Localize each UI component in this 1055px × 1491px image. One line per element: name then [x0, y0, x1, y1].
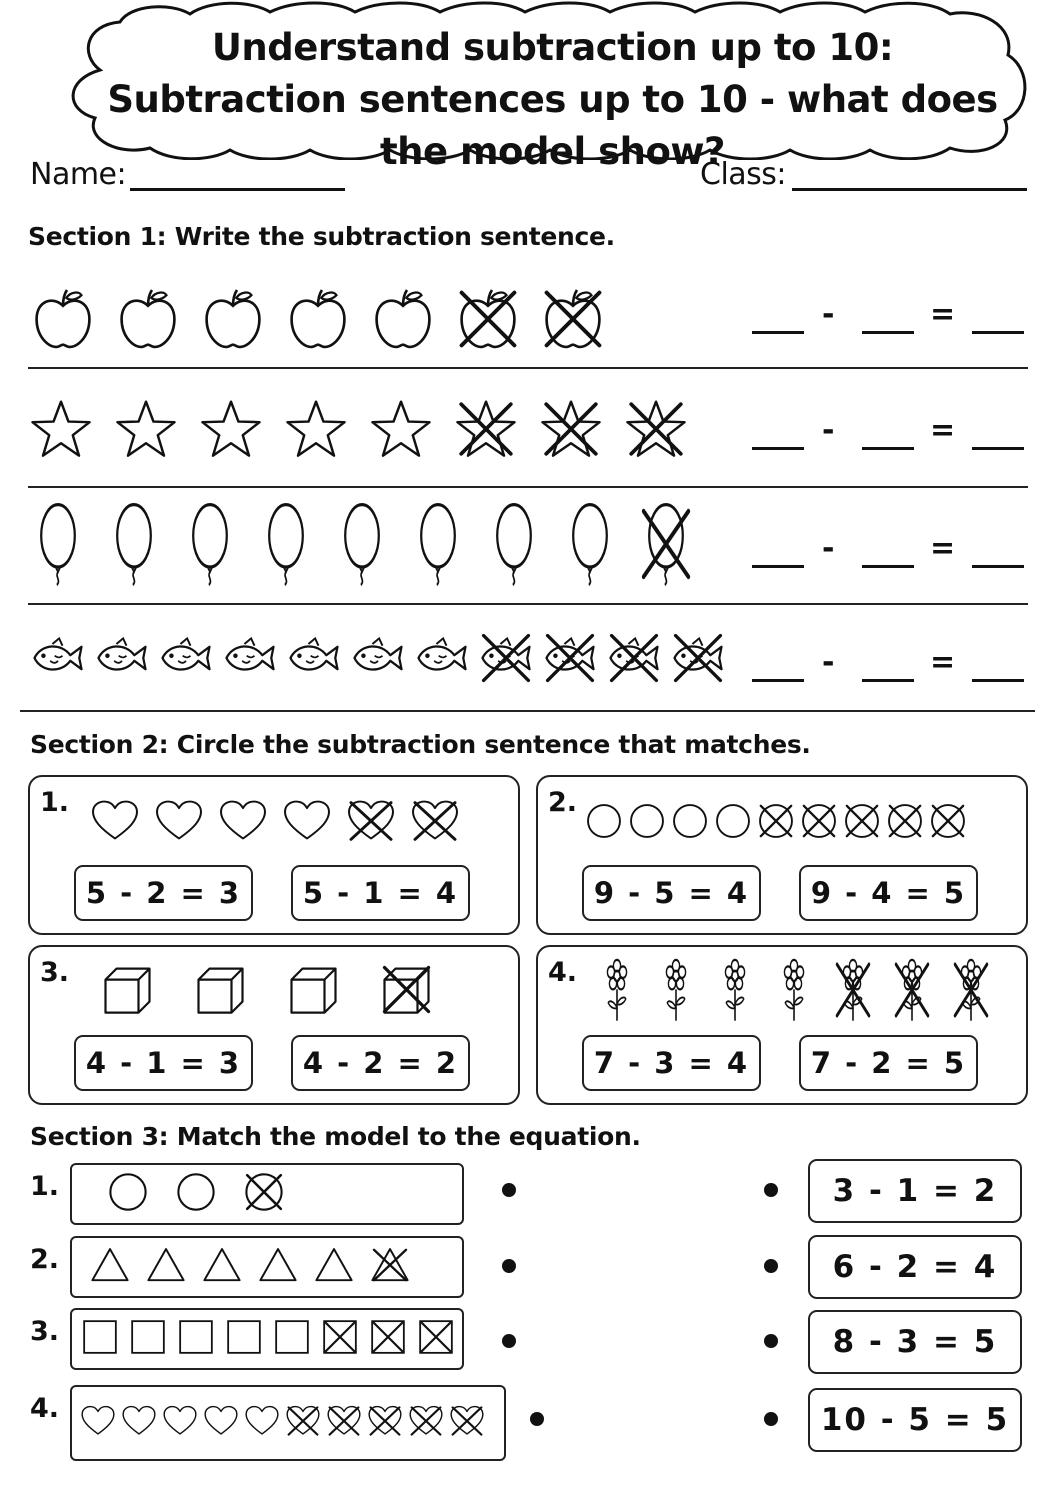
page-title: Understand subtraction up to 10: Subtraction sentences up to 10 - what does the model show?: [107, 26, 998, 173]
match-dot-right[interactable]: [764, 1183, 778, 1197]
fish-icon: [222, 630, 278, 686]
apple-icon: [370, 286, 436, 352]
balloon-icon: [258, 503, 314, 585]
cube-icon: [286, 962, 341, 1017]
fish-icon: [670, 630, 726, 686]
flower-icon: [833, 958, 873, 1022]
minus-sign: -: [822, 531, 835, 566]
question-number: 3.: [40, 957, 70, 988]
blank-difference[interactable]: [972, 447, 1024, 450]
match-dot-right[interactable]: [764, 1412, 778, 1426]
heart-icon: [162, 1404, 198, 1438]
section-3-heading: Section 3: Match the model to the equation.: [30, 1122, 641, 1151]
star-icon: [540, 398, 602, 460]
subtraction-sentence-blanks: [752, 532, 1027, 572]
triangle-icon: [90, 1246, 130, 1284]
answer-option[interactable]: 5 - 2 = 3: [74, 865, 253, 921]
fish-icon: [30, 630, 86, 686]
blank-difference[interactable]: [972, 679, 1024, 682]
star-icon: [200, 398, 262, 460]
minus-sign: -: [822, 297, 835, 332]
circle-icon: [757, 802, 795, 840]
heart-icon: [80, 1404, 116, 1438]
blank-difference[interactable]: [972, 331, 1024, 334]
circle-icon: [714, 802, 752, 840]
model-number: 4.: [30, 1393, 60, 1424]
subtraction-sentence-blanks: [752, 414, 1027, 454]
triangle-icon: [146, 1246, 186, 1284]
flower-icon: [715, 958, 755, 1022]
question-number: 1.: [40, 787, 70, 818]
question-number: 4.: [548, 957, 578, 988]
flower-icon: [597, 958, 637, 1022]
heart-icon: [449, 1404, 485, 1438]
subtraction-sentence-blanks: [752, 646, 1027, 686]
equation-box[interactable]: 8 - 3 = 5: [808, 1310, 1022, 1374]
name-label: Name:: [30, 157, 127, 192]
square-icon: [322, 1319, 358, 1355]
fish-icon: [478, 630, 534, 686]
equals-sign: =: [930, 645, 956, 680]
cube-icon: [193, 962, 248, 1017]
star-icon: [115, 398, 177, 460]
heart-icon: [121, 1404, 157, 1438]
cube-icon: [379, 962, 434, 1017]
square-icon: [82, 1319, 118, 1355]
heart-icon: [410, 798, 460, 844]
triangle-icon: [314, 1246, 354, 1284]
triangle-icon: [258, 1246, 298, 1284]
fish-icon: [286, 630, 342, 686]
blank-subtrahend[interactable]: [862, 565, 914, 568]
square-icon: [418, 1319, 454, 1355]
fish-icon: [350, 630, 406, 686]
match-dot-right[interactable]: [764, 1259, 778, 1273]
class-field[interactable]: [792, 188, 1027, 191]
blank-subtrahend[interactable]: [862, 331, 914, 334]
apple-icon: [455, 286, 521, 352]
class-label: Class:: [700, 157, 787, 192]
match-dot-left[interactable]: [502, 1259, 516, 1273]
equals-sign: =: [930, 297, 956, 332]
flower-icon: [951, 958, 991, 1022]
star-icon: [285, 398, 347, 460]
star-icon: [455, 398, 517, 460]
circle-icon: [107, 1171, 149, 1213]
star-icon: [370, 398, 432, 460]
answer-option[interactable]: 9 - 4 = 5: [799, 865, 978, 921]
model-number: 3.: [30, 1316, 60, 1347]
answer-option[interactable]: 4 - 2 = 2: [291, 1035, 470, 1091]
heart-icon: [203, 1404, 239, 1438]
match-dot-left[interactable]: [530, 1412, 544, 1426]
blank-minuend[interactable]: [752, 679, 804, 682]
flower-icon: [774, 958, 814, 1022]
square-icon: [178, 1319, 214, 1355]
fish-icon: [606, 630, 662, 686]
equation-box[interactable]: 10 - 5 = 5: [808, 1388, 1022, 1452]
row-divider: [28, 603, 1028, 605]
name-field[interactable]: [130, 188, 345, 191]
row-divider: [28, 486, 1028, 488]
heart-icon: [367, 1404, 403, 1438]
square-icon: [130, 1319, 166, 1355]
blank-difference[interactable]: [972, 565, 1024, 568]
equation-box[interactable]: 3 - 1 = 2: [808, 1159, 1022, 1223]
subtraction-sentence-blanks: [752, 298, 1027, 338]
answer-option[interactable]: 9 - 5 = 4: [582, 865, 761, 921]
heart-icon: [326, 1404, 362, 1438]
match-dot-left[interactable]: [502, 1183, 516, 1197]
section-divider: [20, 710, 1035, 712]
match-dot-left[interactable]: [502, 1334, 516, 1348]
blank-subtrahend[interactable]: [862, 679, 914, 682]
answer-option[interactable]: 5 - 1 = 4: [291, 865, 470, 921]
square-icon: [370, 1319, 406, 1355]
balloon-icon: [486, 503, 542, 585]
minus-sign: -: [822, 413, 835, 448]
answer-option[interactable]: 7 - 2 = 5: [799, 1035, 978, 1091]
section-2-heading: Section 2: Circle the subtraction sentence that matches.: [30, 730, 811, 759]
equals-sign: =: [930, 413, 956, 448]
circle-icon: [929, 802, 967, 840]
heart-icon: [346, 798, 396, 844]
heart-icon: [408, 1404, 444, 1438]
square-icon: [274, 1319, 310, 1355]
flower-icon: [656, 958, 696, 1022]
model-number: 2.: [30, 1244, 60, 1275]
apple-icon: [30, 286, 96, 352]
heart-icon: [285, 1404, 321, 1438]
answer-option[interactable]: 7 - 3 = 4: [582, 1035, 761, 1091]
blank-minuend[interactable]: [752, 331, 804, 334]
circle-icon: [800, 802, 838, 840]
apple-icon: [200, 286, 266, 352]
circle-icon: [671, 802, 709, 840]
balloon-icon: [106, 503, 162, 585]
star-icon: [30, 398, 92, 460]
match-dot-right[interactable]: [764, 1334, 778, 1348]
fish-icon: [542, 630, 598, 686]
star-icon: [625, 398, 687, 460]
balloon-icon: [182, 503, 238, 585]
square-icon: [226, 1319, 262, 1355]
blank-minuend[interactable]: [752, 447, 804, 450]
cube-icon: [100, 962, 155, 1017]
blank-subtrahend[interactable]: [862, 447, 914, 450]
equals-sign: =: [930, 531, 956, 566]
balloon-icon: [638, 503, 694, 585]
minus-sign: -: [822, 645, 835, 680]
balloon-icon: [562, 503, 618, 585]
balloon-icon: [334, 503, 390, 585]
section-1-heading: Section 1: Write the subtraction sentence.: [28, 222, 615, 251]
fish-icon: [158, 630, 214, 686]
flower-icon: [892, 958, 932, 1022]
circle-icon: [243, 1171, 285, 1213]
circle-icon: [843, 802, 881, 840]
apple-icon: [285, 286, 351, 352]
model-number: 1.: [30, 1171, 60, 1202]
apple-icon: [115, 286, 181, 352]
answer-option[interactable]: 4 - 1 = 3: [74, 1035, 253, 1091]
circle-icon: [628, 802, 666, 840]
equation-box[interactable]: 6 - 2 = 4: [808, 1235, 1022, 1299]
heart-icon: [218, 798, 268, 844]
circle-icon: [175, 1171, 217, 1213]
heart-icon: [244, 1404, 280, 1438]
balloon-icon: [410, 503, 466, 585]
blank-minuend[interactable]: [752, 565, 804, 568]
balloon-icon: [30, 503, 86, 585]
triangle-icon: [370, 1246, 410, 1284]
row-divider: [28, 367, 1028, 369]
triangle-icon: [202, 1246, 242, 1284]
question-number: 2.: [548, 787, 578, 818]
fish-icon: [94, 630, 150, 686]
circle-icon: [585, 802, 623, 840]
fish-icon: [414, 630, 470, 686]
heart-icon: [282, 798, 332, 844]
apple-icon: [540, 286, 606, 352]
circle-icon: [886, 802, 924, 840]
heart-icon: [90, 798, 140, 844]
heart-icon: [154, 798, 204, 844]
